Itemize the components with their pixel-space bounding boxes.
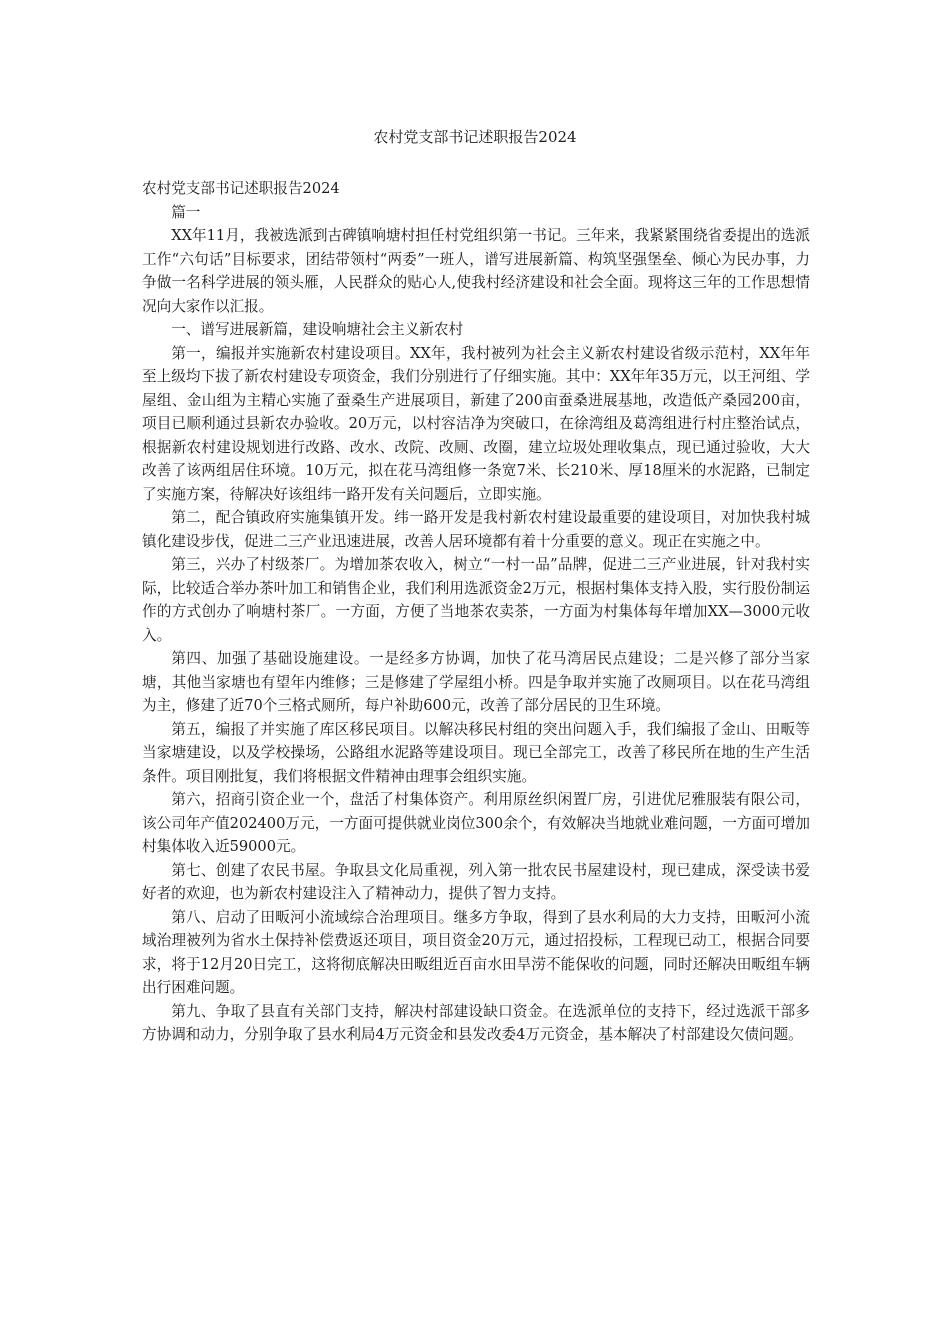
paragraph-item-2: 第二，配合镇政府实施集镇开发。纬一路开发是我村新农村建设最重要的建设项目，对加快我村城镇化建设步伐，促进二三产业迅速进展，改善人居环境都有着十分重要的意义。现正在实施之中。	[142, 509, 810, 550]
document-body	[142, 177, 810, 1047]
paragraph-item-7: 第七、创建了农民书屋。争取县文化局重视，列入第一批农民书屋建设村，现已建成，深受读书爱好者的欢迎，也为新农村建设注入了精神动力，提供了智力支持。	[142, 861, 810, 902]
paragraph-item-1: 第一，编报并实施新农村建设项目。XX年，我村被列为社会主义新农村建设省级示范村，XX年年至上级均下拔了新农村建设专项资金，我们分别进行了仔细实施。其中：XX年年35万元，以王河组、学屋组、金山组为主精心实施了蚕桑生产进展项目，新建了200亩蚕桑进展基地，改造低产桑园200亩，项目已顺利通过县新农办验收。20万元，以村容洁净为突破口，在徐湾组及葛湾组进行村庄整治试点，根据新农村建设规划进行改路、改水、改院、改厕、改圈，建立垃圾处理收集点，现已通过验收，大大改善了该两组居住环境。10万元，拟在花马湾组修一条宽7米、长210米、厚18厘米的水泥路，已制定了实施方案，待解决好该组纬一路开发有关问题后，立即实施。	[142, 344, 810, 503]
section-label: 篇一	[171, 203, 201, 221]
paragraph-item-4: 第四、加强了基础设施建设。一是经多方协调，加快了花马湾居民点建设；二是兴修了部分当家塘，其他当家塘也有望年内维修；三是修建了学屋组小桥。四是争取并实施了改厕项目。以在花马湾组为主，修建了近70个三格式厕所，每户补助600元，改善了部分居民的卫生环境。	[142, 650, 810, 714]
paragraph-item-3: 第三，兴办了村级茶厂。为增加茶农收入，树立“一村一品”品牌，促进二三产业进展，针对我村实际，比较适合举办茶叶加工和销售企业，我们利用选派资金2万元，根据村集体支持入股，实行股份制运作的方式创办了响塘村茶厂。一方面，方便了当地茶农卖茶，一方面为村集体每年增加XX—3000元收入。	[142, 556, 810, 644]
document-title: 农村党支部书记述职报告2024	[373, 128, 577, 146]
paragraph-item-8: 第八、启动了田畈河小流域综合治理项目。继多方争取，得到了县水利局的大力支持，田畈河小流域治理被列为省水土保持补偿费返还项目，项目资金20万元，通过招投标，工程现已动工，根据合同要求，将于12月20日完工，这将彻底解决田畈组近百亩水田旱涝不能保收的问题，同时还解决田畈组车辆出行困难问题。	[142, 908, 810, 996]
paragraph-item-5: 第五，编报了并实施了库区移民项目。以解决移民村组的突出问题入手，我们编报了金山、田畈等当家塘建设，以及学校操场，公路组水泥路等建设项目。现已全部完工，改善了移民所在地的生产生活条件。项目刚批复，我们将根据文件精神由理事会组织实施。	[142, 720, 810, 785]
paragraph-intro: XX年11月，我被选派到古碑镇响塘村担任村党组织第一书记。三年来，我紧紧围绕省委提出的选派工作“六句话”目标要求，团结带领村“两委”一班人，谱写进展新篇、构筑坚强堡垒、倾心为民办事，力争做一名科学进展的领头雁，人民群众的贴心人,使我村经济建设和社会全面。现将这三年的工作思想情况向大家作以汇报。	[142, 227, 810, 315]
paragraph-item-9: 第九、争取了县直有关部门支持，解决村部建设缺口资金。在选派单位的支持下，经过选派干部多方协调和动力，分别争取了县水利局4万元资金和县发改委4万元资金，基本解决了村部建设欠债问题。	[142, 1002, 810, 1043]
section-heading: 一、谱写进展新篇，建设响塘社会主义新农村	[171, 321, 464, 338]
document-subtitle: 农村党支部书记述职报告2024	[142, 180, 340, 197]
paragraph-item-6: 第六，招商引资企业一个，盘活了村集体资产。利用原丝织闲置厂房，引进优尼雅服装有限公司，该公司年产值202400万元，一方面可提供就业岗位300余个，有效解决当地就业难问题，一方面可增加村集体收入近59000元。	[142, 791, 810, 855]
